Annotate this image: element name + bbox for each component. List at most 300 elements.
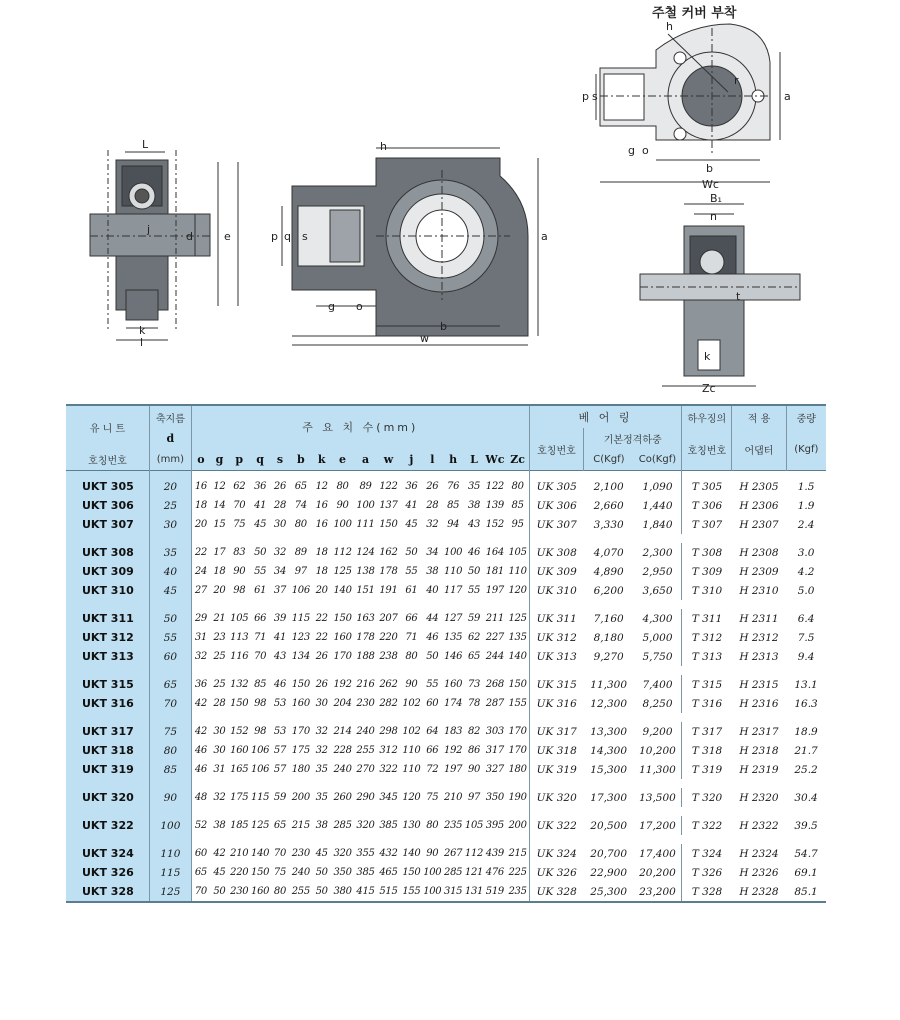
bearing-number: UK 326 <box>529 863 583 882</box>
bore-diameter: 125 <box>150 882 192 902</box>
dimension-value: 35 <box>467 481 481 492</box>
dimension-value: 27 <box>191 581 210 600</box>
dimension-value: 110 <box>402 745 421 756</box>
bearing-number: UK 322 <box>529 816 583 835</box>
hdr-adapter-1: 적 용 <box>732 405 786 428</box>
spacer-cell <box>66 666 150 675</box>
hdr-bore-unit: (mm) <box>150 448 192 471</box>
dimension-value: 98 <box>254 698 267 709</box>
dimension-value: 240 <box>291 867 310 878</box>
adapter-number: H 2328 <box>732 882 786 902</box>
bearing-number: UK 316 <box>529 694 583 713</box>
dimension-value: 240 <box>333 764 352 775</box>
housing-number: T 324 <box>682 844 732 863</box>
table-row <box>66 882 826 902</box>
dimension-value: 110 <box>402 764 421 775</box>
weight-value: 69.1 <box>794 866 818 879</box>
label-k-cover: k <box>704 350 711 363</box>
housing-number: T 322 <box>682 816 732 835</box>
dimension-value: 89 <box>294 547 307 558</box>
label-l: l <box>140 336 144 349</box>
bore-diameter: 25 <box>150 496 192 515</box>
group-spacer <box>66 713 826 722</box>
dimension-value: 26 <box>315 651 328 662</box>
dimension-value: 178 <box>356 632 375 643</box>
dimension-value: 97 <box>467 792 481 803</box>
dimension-value: 267 <box>444 848 463 859</box>
dimension-value: 106 <box>251 745 270 756</box>
unit-number: UKT 313 <box>66 647 150 666</box>
dimension-value: 465 <box>379 867 398 878</box>
dimension-value: 312 <box>379 745 398 756</box>
dimension-value: 45 <box>315 848 328 859</box>
dimension-value: 75 <box>233 519 246 530</box>
weight-value: 1.5 <box>797 480 815 493</box>
unit-number: UKT 308 <box>66 543 150 562</box>
technical-drawings <box>0 0 900 400</box>
dimension-value: 125 <box>251 820 270 831</box>
dimension-value: 192 <box>444 745 463 756</box>
load-rating-c: 7,160 <box>593 612 624 625</box>
dimension-value: 140 <box>402 848 421 859</box>
dimension-value: 42 <box>191 722 210 741</box>
bearing-number: UK 313 <box>529 647 583 666</box>
dimension-value: 50 <box>426 651 439 662</box>
dimension-value: 15 <box>213 519 226 530</box>
dimension-value: 73 <box>467 679 481 690</box>
housing-number: T 320 <box>682 788 732 807</box>
dimension-value: 174 <box>444 698 463 709</box>
dimension-value: 105 <box>230 613 249 624</box>
dimension-value: 415 <box>354 882 377 902</box>
bearing-number: UK 320 <box>529 788 583 807</box>
adapter-number: H 2309 <box>739 565 779 578</box>
dimension-value: 197 <box>485 585 504 596</box>
adapter-number: H 2320 <box>739 791 779 804</box>
dimension-value: 43 <box>467 519 481 530</box>
hdr-dim-letter: Wc <box>483 448 506 471</box>
spacer-cell <box>529 713 826 722</box>
dimension-value: 80 <box>426 820 439 831</box>
spacer-cell <box>66 779 150 788</box>
dimension-value: 151 <box>356 585 375 596</box>
dimension-value: 183 <box>444 726 463 737</box>
bearing-number: UK 310 <box>529 581 583 600</box>
dimension-value: 36 <box>191 675 210 694</box>
dimension-value: 110 <box>508 566 527 577</box>
dimension-value: 160 <box>230 745 249 756</box>
hdr-housing-2: 호칭번호 <box>682 428 732 471</box>
dimension-value: 106 <box>291 585 310 596</box>
load-rating-co: 1,090 <box>642 480 673 493</box>
load-rating-c: 25,300 <box>584 882 634 902</box>
table-row <box>66 471 826 497</box>
bearing-number: UK 324 <box>529 844 583 863</box>
load-rating-c: 12,300 <box>590 697 628 710</box>
dimension-value: 282 <box>379 698 398 709</box>
dimension-value: 115 <box>251 792 270 803</box>
bore-diameter: 115 <box>150 863 192 882</box>
dimension-value: 45 <box>213 867 226 878</box>
adapter-number: H 2307 <box>739 518 779 531</box>
dimension-value: 62 <box>467 632 481 643</box>
dimension-value: 37 <box>273 585 287 596</box>
dimension-value: 130 <box>402 820 421 831</box>
dimension-value: 70 <box>233 500 246 511</box>
dimension-value: 30 <box>213 726 226 737</box>
dimension-value: 320 <box>356 820 375 831</box>
table-row <box>66 515 826 534</box>
adapter-number: H 2322 <box>739 819 779 832</box>
dimension-value: 125 <box>333 566 352 577</box>
dimension-value: 20 <box>191 515 210 534</box>
hdr-main-dims: 주 요 치 수(mm) <box>191 405 529 448</box>
dimension-value: 285 <box>333 820 352 831</box>
load-rating-c: 14,300 <box>590 744 628 757</box>
bearing-number: UK 308 <box>529 543 583 562</box>
spacer-cell <box>66 807 150 816</box>
dimension-value: 23 <box>213 632 226 643</box>
dimension-value: 135 <box>444 632 463 643</box>
dimension-value: 36 <box>405 481 418 492</box>
dimension-value: 32 <box>213 792 226 803</box>
dimension-value: 105 <box>508 547 527 558</box>
dimension-value: 30 <box>213 745 226 756</box>
label-o-cover: o <box>642 144 649 157</box>
load-rating-c: 15,300 <box>590 763 628 776</box>
housing-number: T 313 <box>682 647 732 666</box>
label-g-cover: g <box>628 144 635 157</box>
table-row <box>66 760 826 779</box>
adapter-number: H 2316 <box>739 697 779 710</box>
hdr-dim-letter: g <box>210 448 229 471</box>
dimension-value: 86 <box>467 745 481 756</box>
dimension-value: 50 <box>210 882 229 902</box>
load-rating-c: 4,070 <box>593 546 624 559</box>
dimension-value: 14 <box>213 500 226 511</box>
table-row <box>66 694 826 713</box>
dimension-value: 210 <box>230 848 249 859</box>
dimension-value: 122 <box>485 481 504 492</box>
dimension-value: 34 <box>426 547 439 558</box>
dimension-value: 41 <box>273 632 287 643</box>
bore-diameter: 50 <box>150 609 192 628</box>
dimension-value: 140 <box>251 848 270 859</box>
label-w: w <box>420 332 429 345</box>
dimension-value: 515 <box>377 882 400 902</box>
dimension-value: 116 <box>230 651 249 662</box>
load-rating-co: 9,200 <box>642 725 673 738</box>
dimension-value: 31 <box>191 628 210 647</box>
hdr-weight-1: 중량 <box>786 405 826 428</box>
dimension-value: 48 <box>191 788 210 807</box>
dimension-value: 230 <box>229 882 250 902</box>
dimension-value: 255 <box>356 745 375 756</box>
dimension-value: 160 <box>444 679 463 690</box>
load-rating-co: 8,250 <box>642 697 673 710</box>
weight-value: 6.4 <box>797 612 815 625</box>
spacer-cell <box>191 779 529 788</box>
hdr-housing-1: 하우징의 <box>682 405 732 428</box>
dimension-value: 98 <box>254 726 267 737</box>
dimension-value: 290 <box>356 792 375 803</box>
dimension-value: 139 <box>485 500 504 511</box>
group-spacer <box>66 666 826 675</box>
unit-number: UKT 319 <box>66 760 150 779</box>
dimension-value: 30 <box>273 519 287 530</box>
dimension-value: 72 <box>426 764 439 775</box>
dimension-value: 191 <box>379 585 398 596</box>
dimension-value: 207 <box>379 613 398 624</box>
dimension-value: 55 <box>254 566 267 577</box>
unit-number: UKT 328 <box>66 882 150 902</box>
unit-number: UKT 320 <box>66 788 150 807</box>
dimension-value: 100 <box>423 882 442 902</box>
adapter-number: H 2312 <box>739 631 779 644</box>
label-a: a <box>541 230 548 243</box>
adapter-number: H 2311 <box>739 612 779 625</box>
dimension-value: 124 <box>356 547 375 558</box>
dimension-value: 105 <box>464 820 484 831</box>
spacer-cell <box>150 835 192 844</box>
dimension-value: 285 <box>444 867 463 878</box>
dimension-value: 100 <box>423 867 442 878</box>
dimension-value: 46 <box>273 679 287 690</box>
dimension-value: 30 <box>315 698 328 709</box>
weight-value: 25.2 <box>794 763 818 776</box>
dimension-value: 46 <box>426 632 439 643</box>
dimension-value: 83 <box>233 547 246 558</box>
hdr-unit-1: 유 니 트 <box>66 405 150 448</box>
dimension-value: 215 <box>291 820 310 831</box>
dimension-value: 120 <box>508 585 527 596</box>
dimension-value: 220 <box>379 632 398 643</box>
housing-number: T 319 <box>682 760 732 779</box>
table-row <box>66 675 826 694</box>
label-L: L <box>142 138 149 151</box>
dimension-value: 66 <box>254 613 267 624</box>
dimension-value: 38 <box>467 500 481 511</box>
hdr-bearing-no: 호칭번호 <box>529 428 583 471</box>
unit-number: UKT 305 <box>66 471 150 497</box>
dimension-value: 163 <box>356 613 375 624</box>
group-spacer <box>66 534 826 543</box>
dimension-value: 200 <box>291 792 310 803</box>
table-row <box>66 863 826 882</box>
spacer-cell <box>66 835 150 844</box>
dimension-value: 34 <box>273 566 287 577</box>
label-b1: B₁ <box>710 192 722 205</box>
dimension-value: 190 <box>508 792 527 803</box>
dimension-value: 53 <box>273 698 287 709</box>
dimension-value: 228 <box>333 745 352 756</box>
spacer-cell <box>191 534 529 543</box>
dimension-value: 82 <box>467 726 481 737</box>
housing-number: T 312 <box>682 628 732 647</box>
load-rating-co: 1,440 <box>642 499 673 512</box>
spacer-cell <box>529 666 826 675</box>
dimension-value: 62 <box>233 481 246 492</box>
dimension-value: 244 <box>485 651 504 662</box>
dimension-value: 216 <box>356 679 375 690</box>
bore-diameter: 45 <box>150 581 192 600</box>
dimension-value: 26 <box>426 481 439 492</box>
dimension-value: 57 <box>273 745 287 756</box>
bore-diameter: 70 <box>150 694 192 713</box>
dimension-value: 95 <box>511 519 524 530</box>
spacer-cell <box>191 600 529 609</box>
dimension-value: 17 <box>213 547 226 558</box>
hdr-dim-letter: o <box>191 448 210 471</box>
dimension-value: 38 <box>213 820 226 831</box>
dimension-value: 38 <box>315 820 328 831</box>
dimension-value: 85 <box>254 679 267 690</box>
hdr-dim-letter: e <box>331 448 354 471</box>
dimension-value: 152 <box>230 726 249 737</box>
adapter-number: H 2313 <box>739 650 779 663</box>
dimension-value: 160 <box>250 882 271 902</box>
dimension-value: 350 <box>485 792 504 803</box>
dimension-value: 61 <box>254 585 267 596</box>
load-rating-c: 2,100 <box>593 480 624 493</box>
housing-number: T 310 <box>682 581 732 600</box>
unit-number: UKT 309 <box>66 562 150 581</box>
housing-number: T 318 <box>682 741 732 760</box>
dimension-value: 240 <box>356 726 375 737</box>
dimension-value: 12 <box>315 481 328 492</box>
load-rating-co: 1,840 <box>642 518 673 531</box>
dimension-value: 20 <box>213 585 226 596</box>
bore-diameter: 40 <box>150 562 192 581</box>
load-rating-co: 23,200 <box>634 882 682 902</box>
weight-value: 1.9 <box>797 499 815 512</box>
dimension-value: 36 <box>254 481 267 492</box>
dimension-value: 155 <box>400 882 423 902</box>
dimension-value: 170 <box>291 726 310 737</box>
dimension-value: 16 <box>315 500 328 511</box>
dimension-value: 121 <box>464 867 484 878</box>
weight-value: 18.9 <box>794 725 818 738</box>
dimension-value: 90 <box>405 679 418 690</box>
dimension-value: 298 <box>379 726 398 737</box>
housing-number: T 315 <box>682 675 732 694</box>
dimension-value: 55 <box>405 566 418 577</box>
dimension-value: 150 <box>251 867 270 878</box>
dimension-value: 102 <box>402 726 421 737</box>
dimension-value: 268 <box>485 679 504 690</box>
dimension-value: 39 <box>273 613 287 624</box>
label-p-cover: p <box>582 90 589 103</box>
dimension-value: 66 <box>426 745 439 756</box>
dimension-value: 185 <box>230 820 249 831</box>
hdr-dim-letter: Zc <box>506 448 529 471</box>
dimension-value: 317 <box>485 745 504 756</box>
dimension-value: 230 <box>356 698 375 709</box>
dimension-value: 519 <box>483 882 506 902</box>
unit-number: UKT 306 <box>66 496 150 515</box>
dimension-value: 90 <box>426 848 439 859</box>
label-p: p <box>271 230 278 243</box>
dimension-value: 192 <box>333 679 352 690</box>
table-row <box>66 844 826 863</box>
bearing-number: UK 319 <box>529 760 583 779</box>
bearing-number: UK 305 <box>529 471 583 497</box>
label-wc: Wc <box>702 178 719 191</box>
dimension-value: 45 <box>254 519 267 530</box>
table-row <box>66 609 826 628</box>
spacer-cell <box>191 713 529 722</box>
table-row <box>66 496 826 515</box>
dimension-value: 150 <box>508 679 527 690</box>
dimension-value: 60 <box>426 698 439 709</box>
dimension-value: 235 <box>506 882 529 902</box>
label-zc: Zc <box>702 382 716 395</box>
dimension-value: 97 <box>294 566 307 577</box>
housing-number: T 307 <box>682 515 732 534</box>
dimension-value: 70 <box>254 651 267 662</box>
side-view-drawing <box>90 150 238 340</box>
dimension-value: 111 <box>356 519 375 530</box>
bore-diameter: 30 <box>150 515 192 534</box>
dimension-value: 50 <box>254 547 267 558</box>
weight-value: 13.1 <box>794 678 818 691</box>
label-b-cover: b <box>706 162 713 175</box>
dimension-value: 80 <box>336 481 349 492</box>
dimension-value: 134 <box>291 651 310 662</box>
bore-diameter: 110 <box>150 844 192 863</box>
housing-number: T 308 <box>682 543 732 562</box>
load-rating-co: 17,400 <box>639 847 676 860</box>
dimension-value: 40 <box>426 585 439 596</box>
load-rating-c: 13,300 <box>590 725 628 738</box>
adapter-number: H 2315 <box>739 678 779 691</box>
weight-value: 7.5 <box>797 631 815 644</box>
table-row <box>66 562 826 581</box>
load-rating-c: 2,660 <box>593 499 624 512</box>
dimension-value: 140 <box>333 585 352 596</box>
dimension-value: 29 <box>191 609 210 628</box>
dimension-value: 70 <box>191 882 210 902</box>
dimension-value: 327 <box>485 764 504 775</box>
bore-diameter: 20 <box>150 471 192 497</box>
weight-value: 54.7 <box>794 847 818 860</box>
dimension-value: 28 <box>213 698 226 709</box>
dimension-value: 53 <box>273 726 287 737</box>
housing-number: T 311 <box>682 609 732 628</box>
spacer-cell <box>529 534 826 543</box>
hdr-adapter-2: 어댑터 <box>732 428 786 471</box>
adapter-number: H 2317 <box>739 725 779 738</box>
dimension-value: 32 <box>315 726 328 737</box>
unit-number: UKT 310 <box>66 581 150 600</box>
label-a-cover: a <box>784 90 791 103</box>
load-rating-co: 10,200 <box>639 744 676 757</box>
label-s-cover: s <box>592 90 598 103</box>
bore-diameter: 35 <box>150 543 192 562</box>
unit-number: UKT 322 <box>66 816 150 835</box>
dimension-value: 439 <box>485 848 504 859</box>
hdr-dim-letter: a <box>354 448 377 471</box>
load-rating-c: 20,500 <box>590 819 628 832</box>
hdr-load-co: Co(Kgf) <box>634 448 682 471</box>
dimension-value: 25 <box>213 679 226 690</box>
dimension-value: 65 <box>273 820 287 831</box>
load-rating-c: 6,200 <box>593 584 624 597</box>
dimension-value: 188 <box>356 651 375 662</box>
hdr-dim-letter: b <box>289 448 312 471</box>
bearing-number: UK 311 <box>529 609 583 628</box>
hdr-unit-2: 호칭번호 <box>66 448 150 471</box>
